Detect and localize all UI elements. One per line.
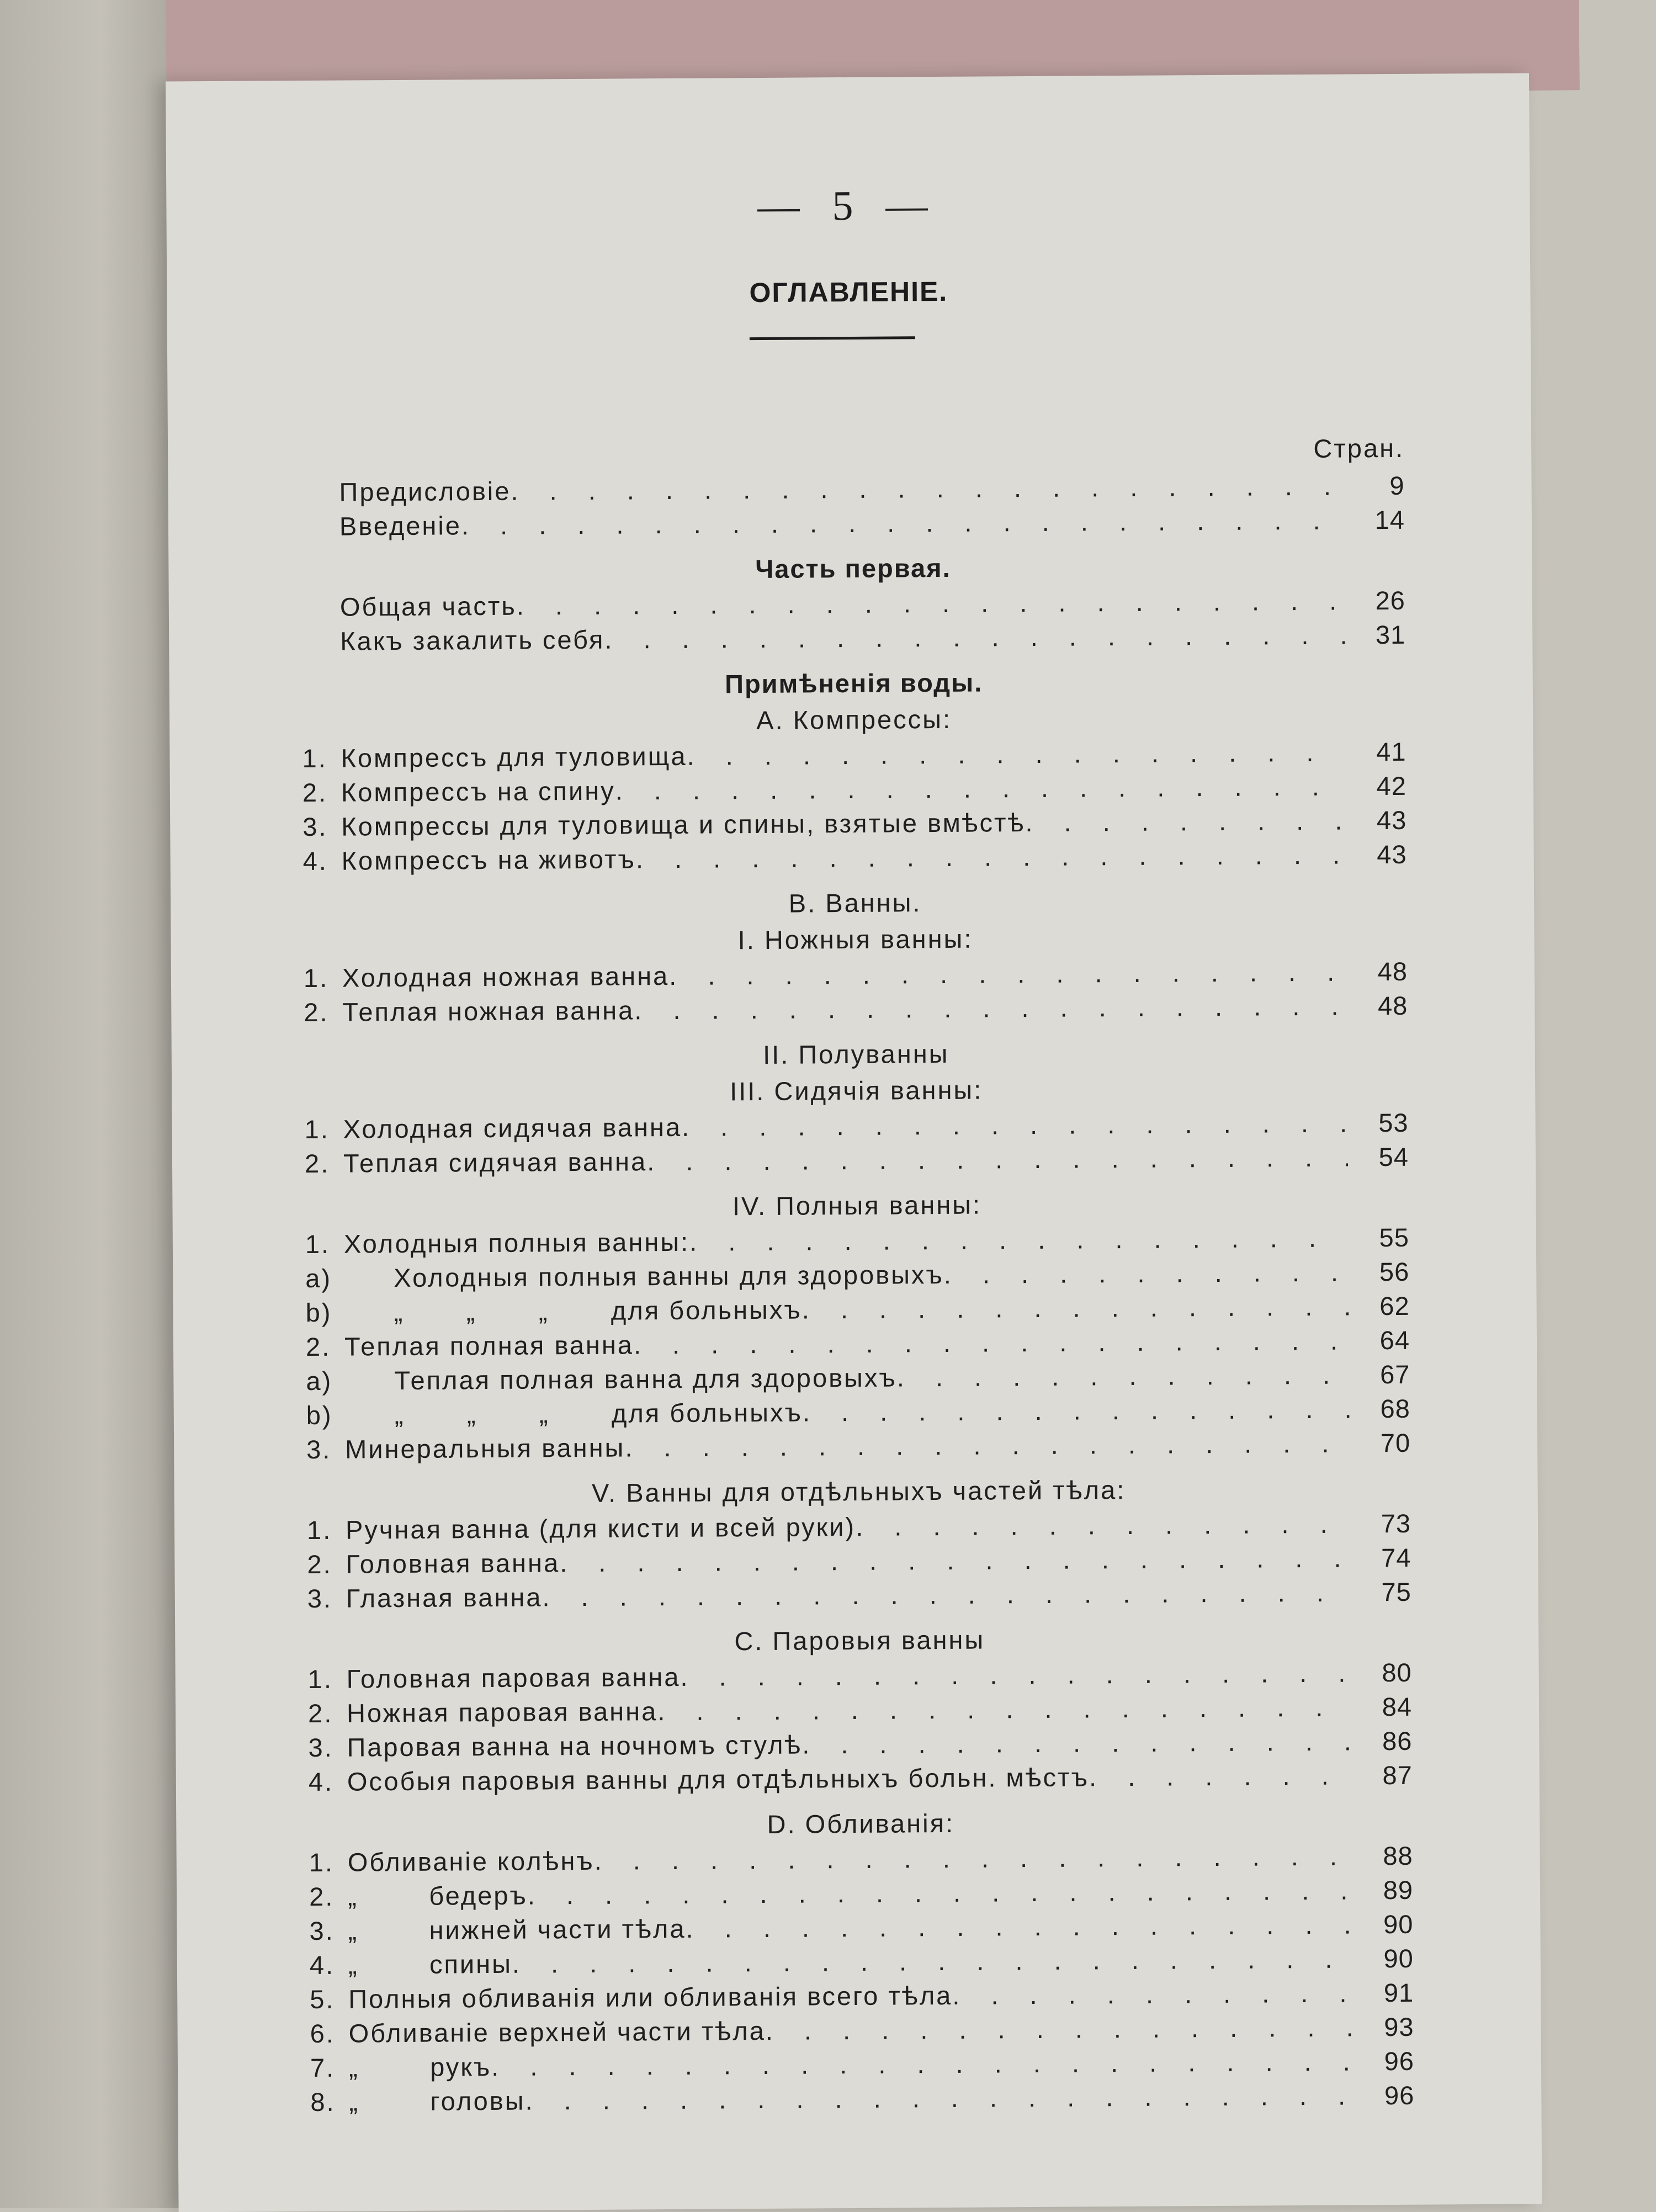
- entry-page-number: 56: [1349, 1255, 1409, 1290]
- entry-title: Минеральныя ванны: [345, 1431, 625, 1467]
- dot-leader: [625, 1426, 1350, 1465]
- dot-leader: [687, 735, 1345, 773]
- entry-page-number: 93: [1353, 2010, 1414, 2045]
- section-heading-part1: Часть первая.: [301, 547, 1405, 590]
- toc-entry: [305, 1140, 1409, 1181]
- entry-title: Какъ закалить себя: [340, 623, 605, 659]
- entry-number: 8.: [310, 2085, 349, 2119]
- entry-page-number: 62: [1349, 1289, 1409, 1324]
- dot-leader: [511, 469, 1344, 508]
- entry-title: Теплая полная ванна для здоровыхъ: [394, 1360, 897, 1398]
- dot-leader: [615, 770, 1346, 808]
- entry-title: „ бедеръ: [348, 1879, 528, 1914]
- entry-number: 3.: [309, 1914, 348, 1948]
- section-heading-water: Примѣненiя воды.: [302, 662, 1406, 705]
- dot-leader: [1089, 1758, 1352, 1794]
- entry-number: 4.: [309, 1765, 347, 1799]
- toc-group-b3: [304, 1106, 1409, 1181]
- entry-page-number: 96: [1354, 2078, 1414, 2113]
- entry-title: Глазная ванна: [346, 1580, 543, 1615]
- entry-number: 1.: [305, 1227, 344, 1261]
- entry-number: 1.: [307, 1513, 346, 1547]
- entry-page-number: 74: [1350, 1541, 1411, 1576]
- entry-number: 4.: [302, 844, 341, 878]
- entry-page-number: 43: [1346, 803, 1406, 838]
- dot-leader: [491, 2044, 1354, 2084]
- toc-group-a: [302, 735, 1406, 878]
- entry-page-number: 54: [1348, 1140, 1409, 1175]
- entry-title: Общая часть: [340, 589, 517, 624]
- entry-page-number: 68: [1350, 1392, 1410, 1426]
- page-number: — 5 —: [166, 178, 1530, 234]
- entry-page-number: 89: [1352, 1873, 1413, 1908]
- toc-entry: [309, 1758, 1413, 1799]
- dot-leader: [944, 1255, 1349, 1291]
- toc-entry: [304, 989, 1408, 1030]
- dot-leader: [669, 955, 1347, 993]
- entry-title: Предисловiе: [339, 474, 511, 510]
- entry-number: 1.: [304, 1112, 343, 1147]
- entry-title: Введенiе: [339, 508, 461, 543]
- toc-group-c: [308, 1656, 1413, 1799]
- toc-group-b4-1-sub: [305, 1255, 1410, 1330]
- entry-number: 2.: [304, 995, 342, 1030]
- dot-leader: [856, 1507, 1350, 1543]
- entry-title: Теплая сидячая ванна: [343, 1144, 647, 1180]
- entry-page-number: 48: [1347, 989, 1408, 1023]
- table-of-contents: [300, 427, 1415, 2119]
- entry-title: „ „ „ для больныхъ: [394, 1293, 802, 1330]
- entry-title: Головная ванна: [346, 1546, 560, 1581]
- entry-number: 5.: [310, 1982, 348, 2017]
- toc-group-b4-2-sub: [306, 1357, 1410, 1433]
- dot-leader: [802, 1289, 1349, 1327]
- dot-leader: [686, 1907, 1352, 1945]
- entry-page-number: 90: [1353, 1942, 1414, 1976]
- entry-title: Полныя обливанiя или обливанiя всего тѣла: [348, 1978, 952, 2017]
- entry-page-number: 55: [1349, 1221, 1409, 1255]
- dot-leader: [542, 1575, 1351, 1614]
- entry-page-number: 84: [1351, 1690, 1412, 1725]
- entry-title: „ головы: [349, 2084, 526, 2119]
- entry-title: „ спины: [348, 1947, 512, 1982]
- entry-title: Особыя паровыя ванны для отдѣльныхъ больн. мѣстъ: [347, 1760, 1090, 1799]
- entry-page-number: 67: [1349, 1357, 1410, 1392]
- entry-number: a): [305, 1261, 394, 1296]
- section-heading-b2: II. Полуванны: [304, 1033, 1408, 1076]
- section-heading-b3: III. Сидячiя ванны:: [304, 1069, 1408, 1112]
- entry-page-number: 80: [1351, 1656, 1411, 1690]
- entry-number: b): [306, 1398, 395, 1433]
- dot-leader: [636, 838, 1346, 877]
- dot-leader: [560, 1541, 1351, 1580]
- dot-leader: [634, 989, 1347, 1028]
- entry-title: Головная паровая ванна: [347, 1660, 681, 1696]
- toc-group-b5: [307, 1507, 1411, 1616]
- entry-number: 3.: [302, 810, 341, 844]
- toc-entry: [302, 837, 1406, 878]
- entry-page-number: 91: [1353, 1976, 1414, 2011]
- toc-entry: [310, 2078, 1414, 2119]
- entry-page-number: 87: [1352, 1758, 1413, 1793]
- section-heading-b4: IV. Полныя ванны:: [305, 1184, 1409, 1227]
- dot-leader: [525, 2078, 1354, 2118]
- section-heading-d: D. Обливанiя:: [309, 1802, 1413, 1845]
- title-underline: [750, 336, 915, 340]
- section-heading-b1: I. Ножныя ванны:: [303, 918, 1407, 961]
- dot-leader: [689, 1221, 1349, 1259]
- dot-leader: [802, 1724, 1352, 1762]
- toc-group-b1: [304, 954, 1408, 1030]
- entry-number: 2.: [309, 1880, 348, 1914]
- book-page: [166, 73, 1542, 2212]
- entry-title: Компрессы для туловища и спины, взятые вмѣстѣ: [341, 805, 1026, 844]
- entry-page-number: 73: [1350, 1507, 1411, 1541]
- dot-leader: [682, 1106, 1348, 1144]
- toc-group-d: [309, 1839, 1415, 2119]
- section-heading-b5: V. Ванны для отдѣльныхъ частей тѣла:: [306, 1470, 1410, 1513]
- toc-group-intro: [300, 469, 1405, 544]
- entry-number: 6.: [310, 2017, 348, 2051]
- entry-page-number: 14: [1344, 503, 1405, 538]
- page-title: ОГЛАВЛЕНIЕ.: [167, 272, 1530, 312]
- dot-leader: [897, 1357, 1350, 1394]
- dot-leader: [647, 1140, 1348, 1179]
- entry-page-number: 41: [1345, 735, 1406, 770]
- entry-title: Ручная ванна (для кисти и всей руки): [346, 1510, 856, 1547]
- dot-leader: [803, 1392, 1350, 1429]
- section-heading-b: В. Ванны.: [303, 882, 1407, 925]
- entry-title: Компрессъ для туловища: [341, 739, 687, 776]
- entry-title: „ „ „ для больныхъ: [395, 1396, 803, 1433]
- entry-number: 2.: [302, 776, 341, 810]
- entry-title: Холодныя полныя ванны для здоровыхъ: [394, 1258, 944, 1295]
- entry-title: Компрессъ на животъ: [341, 842, 636, 878]
- previous-page-edge: [0, 0, 182, 2208]
- entry-page-number: 48: [1347, 954, 1408, 989]
- entry-number: 2.: [306, 1330, 344, 1364]
- toc-entry: [301, 618, 1405, 659]
- entry-number: 3.: [307, 1582, 346, 1616]
- dot-leader: [634, 1323, 1349, 1362]
- toc-entry: [307, 1575, 1411, 1616]
- entry-page-number: 26: [1345, 583, 1405, 618]
- section-heading-c: С. Паровыя ванны: [307, 1619, 1411, 1662]
- entry-number: 2.: [308, 1696, 347, 1731]
- entry-page-number: 64: [1349, 1323, 1410, 1358]
- entry-page-number: 75: [1351, 1575, 1411, 1610]
- entry-number: 3.: [306, 1433, 345, 1467]
- entry-page-number: 86: [1351, 1724, 1412, 1759]
- entry-number: 2.: [305, 1147, 343, 1181]
- dot-leader: [766, 2010, 1354, 2048]
- entry-title: Холодныя полныя ванны:: [344, 1225, 690, 1261]
- toc-entry: [306, 1426, 1410, 1467]
- entry-page-number: 42: [1346, 769, 1406, 804]
- page-column-header: Стран.: [300, 427, 1404, 475]
- entry-page-number: 96: [1354, 2044, 1414, 2079]
- entry-title: Обливанiе колѣнъ: [348, 1844, 595, 1880]
- entry-title: Теплая ножная ванна: [342, 993, 634, 1029]
- entry-title: Холодная сидячая ванна: [343, 1110, 682, 1147]
- entry-title: Ножная паровая ванна: [347, 1694, 658, 1730]
- entry-number: 1.: [304, 961, 342, 995]
- entry-number: a): [306, 1364, 394, 1398]
- entry-number: 7.: [310, 2051, 349, 2085]
- dot-leader: [604, 618, 1345, 657]
- dot-leader: [517, 584, 1345, 623]
- section-heading-a: А. Компрессы:: [302, 698, 1406, 741]
- entry-page-number: 53: [1347, 1106, 1408, 1141]
- dot-leader: [1025, 804, 1346, 840]
- entry-page-number: 31: [1345, 618, 1405, 653]
- entry-title: Обливанiе верхней части тѣла: [348, 2014, 766, 2051]
- entry-title: „ нижней части тѣла: [348, 1912, 686, 1948]
- entry-page-number: 70: [1350, 1426, 1410, 1461]
- entry-title: Паровая ванна на ночномъ стулѣ: [347, 1728, 802, 1765]
- dot-leader: [657, 1690, 1351, 1728]
- entry-number: 2.: [307, 1547, 346, 1582]
- toc-entry: [301, 503, 1405, 544]
- entry-title: Теплая полная ванна: [344, 1328, 634, 1364]
- entry-page-number: 88: [1352, 1839, 1413, 1874]
- dot-leader: [461, 503, 1344, 543]
- toc-entry-b4-3: [306, 1426, 1410, 1467]
- toc-group-part1: [301, 583, 1406, 659]
- dot-leader: [680, 1656, 1351, 1694]
- entry-number: b): [305, 1295, 394, 1330]
- entry-number: 4.: [310, 1948, 348, 1982]
- entry-title: Холодная ножная ванна: [342, 959, 670, 995]
- entry-number: 1.: [302, 741, 341, 776]
- entry-page-number: 43: [1346, 837, 1406, 872]
- dot-leader: [512, 1942, 1353, 1981]
- entry-page-number: 9: [1344, 469, 1404, 503]
- entry-title: „ рукъ: [349, 2050, 492, 2085]
- entry-title: Компрессъ на спину: [341, 774, 615, 810]
- dot-leader: [595, 1839, 1352, 1877]
- entry-number: 3.: [308, 1731, 347, 1765]
- dot-leader: [952, 1976, 1353, 2012]
- entry-page-number: 90: [1352, 1907, 1413, 1942]
- dot-leader: [528, 1873, 1353, 1912]
- entry-number: 1.: [309, 1845, 348, 1880]
- entry-number: 1.: [308, 1662, 347, 1696]
